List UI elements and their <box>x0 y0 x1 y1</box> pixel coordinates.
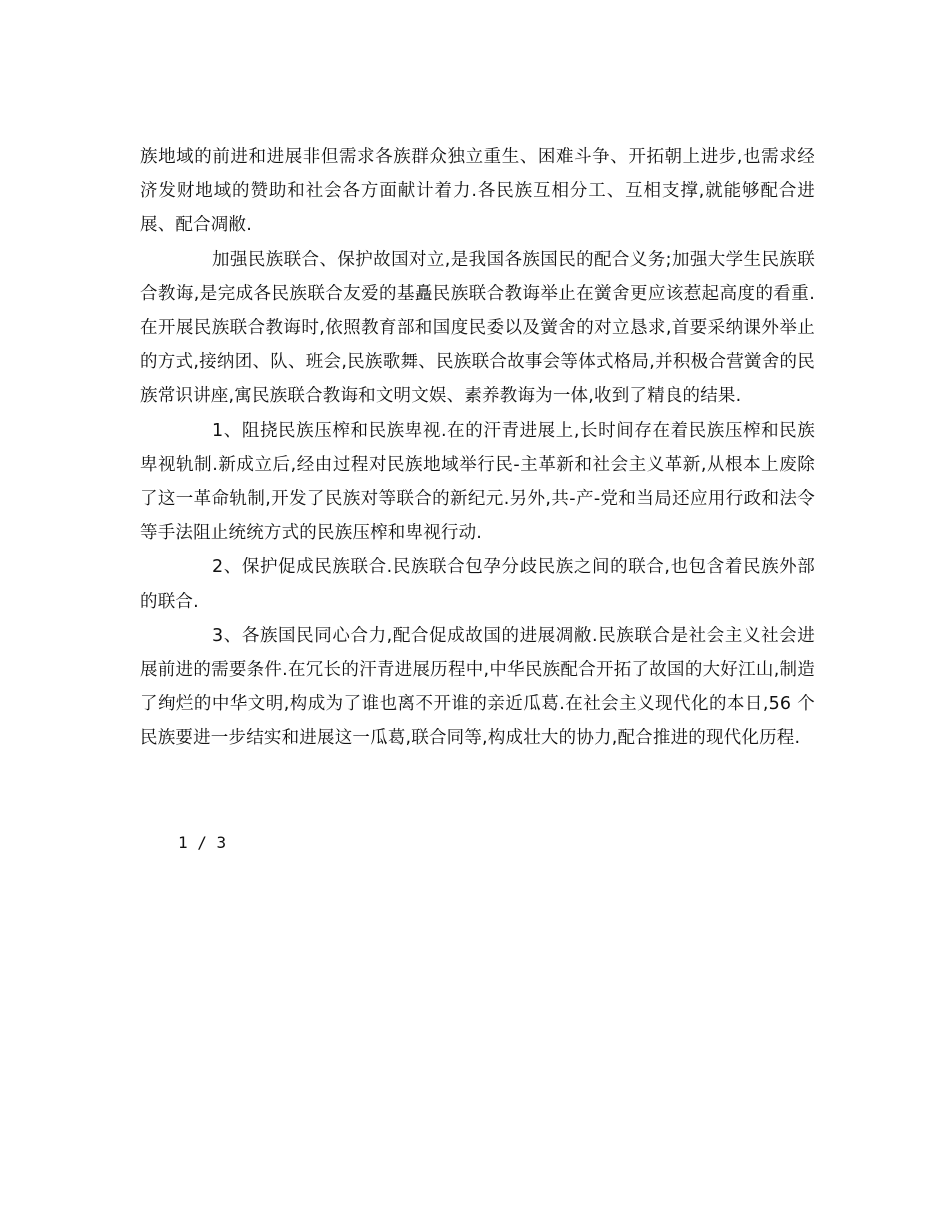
page-number: 1 / 3 <box>178 833 227 852</box>
paragraph-point-2: 2、保护促成民族联合.民族联合包孕分歧民族之间的联合,也包含着民族外部的联合. <box>140 557 815 612</box>
paragraph-continuation: 族地域的前进和进展非但需求各族群众独立重生、困难斗争、开拓朝上进步,也需求经济发财地域的赞助和社会各方面献计着力.各民族互相分工、互相支撑,就能够配合进展、配合凋敝. <box>140 147 815 236</box>
paragraph-point-1: 1、阻挠民族压榨和民族卑视.在的汗青进展上,长时间存在着民族压榨和民族卑视轨制.新成立后,经由过程对民族地域举行民-主革新和社会主义革新,从根本上废除了这一革命轨制,开发了民族对等联合的新纪元.另外,共-产-党和当局还应用行政和法令等手法阻止统统方式的民族压榨和卑视行动. <box>140 420 815 544</box>
paragraph-point-3: 3、各族国民同心合力,配合促成故国的进展凋敝.民族联合是社会主义社会进展前进的需要条件.在冗长的汗青进展历程中,中华民族配合开拓了故国的大好江山,制造了绚烂的中华文明,构成为了谁也离不开谁的亲近瓜葛.在社会主义现代化的本日,56 个民族要进一步结实和进展这一瓜葛,联合同等,构成壮大的协力,配合推进的现代化历程. <box>140 625 815 749</box>
document-body <box>140 140 815 756</box>
paragraph-unity-education: 加强民族联合、保护故国对立,是我国各族国民的配合义务;加强大学生民族联合教诲,是完成各民族联合友爱的基矗民族联合教诲举止在黉舍更应该惹起高度的看重.在开展民族联合教诲时,依照教育部和国度民委以及黉舍的对立恳求,首要采纳课外举止的方式,接纳团、队、班会,民族歌舞、民族联合故事会等体式格局,并积极合营黉舍的民族常识讲座,寓民族联合教诲和文明文娱、素养教诲为一体,收到了精良的结果. <box>140 249 815 407</box>
